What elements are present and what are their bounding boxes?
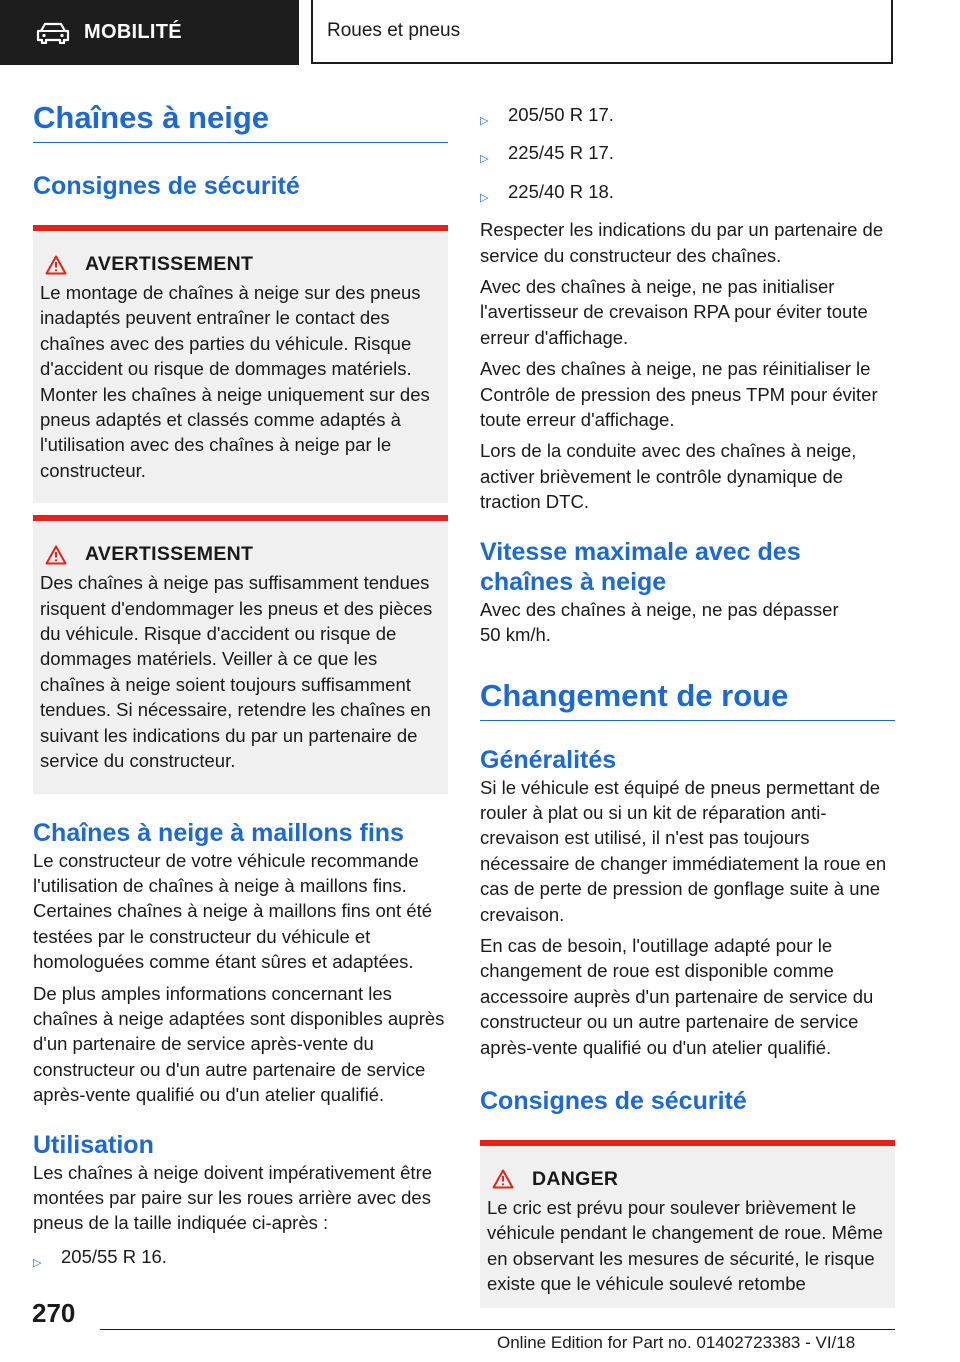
danger-label: DANGER [532, 1167, 619, 1190]
section-tab [0, 0, 299, 65]
paragraph: Avec des chaînes à neige, ne pas réinitialiser le Contrôle de pression des pneus TPM pour éviter toute erreur d'affichage. [480, 358, 878, 431]
edition-note: Online Edition for Part no. 01402723383 - VI/18 [497, 1333, 856, 1352]
topic-tab [311, 0, 893, 64]
section-name: MOBILITÉ [84, 21, 182, 43]
warning-icon [45, 545, 67, 565]
paragraph: Avec des chaînes à neige, ne pas dépasser 50 km/h. [480, 598, 839, 646]
topic-name: Roues et pneus [327, 20, 461, 41]
warning-label: AVERTISSEMENT [85, 253, 254, 275]
bullet-icon: ▷ [480, 115, 489, 127]
paragraph: Le constructeur de votre véhicule recommande l'utilisation de chaînes à neige à maillons fins. Certaines chaînes à neige à maillons fins ont été testées par le constructeur du véhicule et homologuées comme étant sûres et adaptées. [33, 849, 433, 973]
left-column [33, 100, 448, 1282]
page-number: 270 [32, 1298, 76, 1328]
fine-chains-heading: Chaînes à neige à maillons fins [33, 818, 404, 847]
list-item [480, 179, 895, 211]
safety-heading: Consignes de sécurité [33, 172, 300, 200]
warning-text: Des chaînes à neige pas suffisamment tendues risquent d'endommager les pneus et des pièces du véhicule. Risque d'accident ou risque de dommages matériels. Veiller à ce que les chaînes à neige soient toujours suffisamment tendues. Si nécessaire, retendre les chaînes en suivant les indications du par un partenaire de service du constructeur. [40, 572, 433, 772]
footer-divider [100, 1329, 895, 1330]
paragraph: Avec des chaînes à neige, ne pas initialiser l'avertisseur de crevaison RPA pour éviter toute erreur d'affichage. [480, 276, 868, 348]
wheel-change-title: Changement de roue [480, 678, 895, 721]
warning-icon [492, 1169, 514, 1189]
warning-label: AVERTISSEMENT [85, 543, 254, 566]
paragraph: En cas de besoin, l'outillage adapté pour le changement de roue est disponible comme accessoire auprès d'un partenaire de service du constructeur ou un autre partenaire de service après-vente qualifié ou d'un atelier qualifié. [480, 934, 874, 1058]
warning-box [33, 515, 448, 793]
speed-heading: Vitesse maximale avec des chaînes à neige [480, 537, 801, 596]
page-title: Chaînes à neige [33, 100, 448, 143]
list-item [33, 1244, 448, 1276]
safety-heading: Consignes de sécurité [480, 1086, 747, 1115]
tire-size: 225/40 R 18. [508, 180, 614, 202]
paragraph: Les chaînes à neige doivent impérativement être montées par paire sur les roues arrière avec des pneus de la taille indiquée ci-après : [33, 1161, 433, 1234]
warning-text: Le montage de chaînes à neige sur des pneus inadaptés peuvent entraîner le contact des chaînes avec des parties du véhicule. Risque d'accident ou risque de dommages matériels. Monter les chaînes à neige uniquement sur des pneus adaptés et classés comme adaptés à l'utilisation avec des chaînes à neige par le constructeur. [40, 282, 430, 481]
danger-box [480, 1140, 895, 1308]
list-item [480, 102, 895, 134]
tire-size: 205/55 R 16. [61, 1245, 167, 1267]
usage-heading: Utilisation [33, 1130, 154, 1159]
warning-box [33, 225, 448, 503]
paragraph: Lors de la conduite avec des chaînes à neige, activer brièvement le contrôle dynamique de traction DTC. [480, 440, 857, 513]
danger-text: Le cric est prévu pour soulever brièvement le véhicule pendant le changement de roue. Même en observant les mesures de sécurité, le risque existe que le véhicule soulevé retombe [487, 1196, 883, 1295]
bullet-icon: ▷ [33, 1256, 42, 1269]
right-column [480, 102, 895, 1308]
paragraph: Respecter les indications du par un partenaire de service du constructeur des chaînes. [480, 219, 884, 266]
paragraph: Si le véhicule est équipé de pneus permettant de rouler à plat ou si un kit de réparation anti-crevaison est utilisé, il n'est pas toujours nécessaire de changer immédiatement la roue en cas de perte de pression de gonflage suite à une crevaison. [480, 776, 887, 925]
tire-size: 205/50 R 17. [508, 104, 614, 125]
car-icon [36, 22, 70, 44]
tire-size: 225/45 R 17. [508, 142, 614, 164]
bullet-icon: ▷ [480, 153, 489, 166]
bullet-icon: ▷ [480, 191, 489, 204]
paragraph: De plus amples informations concernant les chaînes à neige adaptées sont disponibles auprès d'un partenaire de service après-vente du constructeur ou d'un autre partenaire de service après-vente qualifié ou d'un atelier qualifié. [33, 982, 445, 1106]
general-heading: Généralités [480, 745, 617, 774]
list-item [480, 140, 895, 172]
warning-icon [45, 255, 67, 275]
